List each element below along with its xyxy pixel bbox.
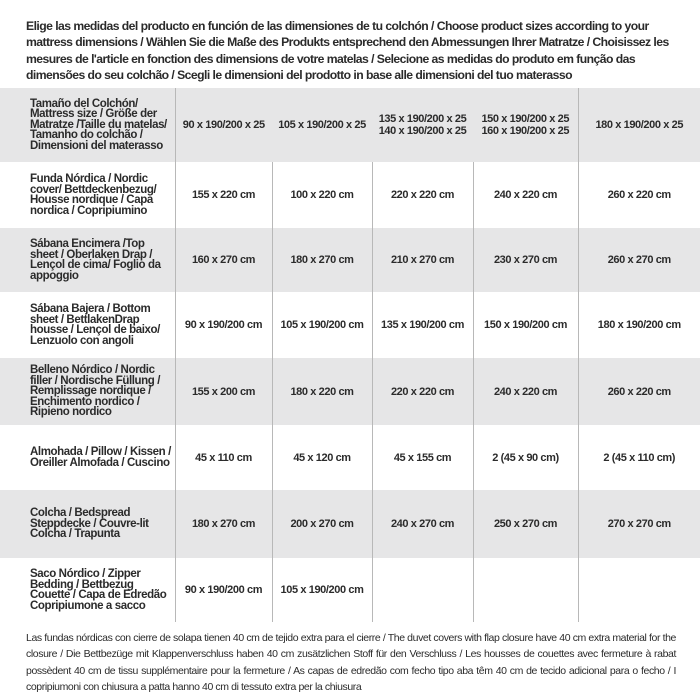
size-cell: 45 x 120 cm xyxy=(272,425,372,490)
row-label: Saco Nórdico / Zipper Bedding / Bettbezug Couette / Capa de Edredão Copripiumone a sacco xyxy=(30,568,167,612)
size-cell: 155 x 220 cm xyxy=(175,162,272,228)
size-cell: 100 x 220 cm xyxy=(272,162,372,228)
size-cell: 180 x 190/200 cm xyxy=(578,292,700,358)
size-cell xyxy=(578,558,700,622)
size-cell: 105 x 190/200 x 25 xyxy=(272,88,372,162)
size-cell: 220 x 220 cm xyxy=(372,162,473,228)
table-row xyxy=(0,490,700,558)
size-cell: 45 x 155 cm xyxy=(372,425,473,490)
size-cell: 45 x 110 cm xyxy=(175,425,272,490)
row-label: Tamaño del Colchón/ Mattress size / Größe der Matratze /Taille du matelas/ Tamanho do colchão / Dimensioni del materasso xyxy=(0,88,175,162)
size-cell xyxy=(473,558,578,622)
size-cell: 180 x 270 cm xyxy=(175,490,272,558)
row-label: Almohada / Pillow / Kissen / Oreiller Almofada / Cuscino xyxy=(30,446,171,469)
size-cell: 240 x 220 cm xyxy=(473,162,578,228)
size-cell: 220 x 220 cm xyxy=(372,358,473,425)
row-label: Sábana Bajera / Bottom sheet / BettlakenDrap housse / Lençol de baixo/ Lenzuolo con angoli xyxy=(30,303,160,347)
size-cell: 240 x 270 cm xyxy=(372,490,473,558)
size-cell: 135 x 190/200 x 25 140 x 190/200 x 25 xyxy=(372,88,473,162)
row-label: Funda Nórdica / Nordic cover/ Bettdeckenbezug/ Housse nordique / Capa nordica / Copripiumino xyxy=(30,173,157,217)
size-cell: 105 x 190/200 cm xyxy=(272,558,372,622)
size-cell: 135 x 190/200 cm xyxy=(372,292,473,358)
size-cell: 90 x 190/200 cm xyxy=(175,292,272,358)
table-row xyxy=(0,228,700,292)
size-cell: 200 x 270 cm xyxy=(272,490,372,558)
size-cell: 250 x 270 cm xyxy=(473,490,578,558)
size-cell: 240 x 220 cm xyxy=(473,358,578,425)
table-header-row xyxy=(0,88,700,162)
size-cell: 2 (45 x 110 cm) xyxy=(578,425,700,490)
size-cell: 180 x 190/200 x 25 xyxy=(578,88,700,162)
row-label: Colcha / Bedspread Steppdecke / Couvre-lit Colcha / Trapunta xyxy=(0,490,175,558)
size-cell: 260 x 220 cm xyxy=(578,358,700,425)
table-row xyxy=(0,358,700,425)
table-row xyxy=(0,425,700,490)
size-cell: 105 x 190/200 cm xyxy=(272,292,372,358)
size-cell: 270 x 270 cm xyxy=(578,490,700,558)
size-table xyxy=(0,88,700,622)
size-cell: 90 x 190/200 cm xyxy=(175,558,272,622)
size-cell: 180 x 220 cm xyxy=(272,358,372,425)
row-label: Sábana Encimera /Top sheet / Oberlaken Drap / Lençol de cima/ Foglio da appoggio xyxy=(0,228,175,292)
size-cell: 260 x 270 cm xyxy=(578,228,700,292)
size-cell: 150 x 190/200 cm xyxy=(473,292,578,358)
size-cell: 2 (45 x 90 cm) xyxy=(473,425,578,490)
size-cell: 90 x 190/200 x 25 xyxy=(175,88,272,162)
size-cell: 180 x 270 cm xyxy=(272,228,372,292)
size-cell: 260 x 220 cm xyxy=(578,162,700,228)
size-cell: 155 x 200 cm xyxy=(175,358,272,425)
size-cell: 160 x 270 cm xyxy=(175,228,272,292)
table-row xyxy=(0,558,700,622)
table-row xyxy=(0,162,700,228)
row-label: Belleno Nórdico / Nordic filler / Nordische Füllung / Remplissage nordique / Enchimento nordico / Ripieno nordico xyxy=(0,358,175,425)
footnote-text: Las fundas nórdicas con cierre de solapa tienen 40 cm de tejido extra para el cierre / The duvet covers with flap closure have 40 cm extra material for the closure / Die Bettbezüge mit Klappenverschluss haben 40 cm zusätzlichen Stoff für den Verschluss / Les housses de couettes avec fermeture à rabat possèdent 40 cm de tissu supplémentaire pour la fermeture / As capas de edredão com fecho tipo aba têm 40 cm de tecido adicional para o fecho / I copripiumoni con chiusura a patta hanno 40 cm di tessuto extra per la chiusura xyxy=(26,632,676,693)
size-cell: 150 x 190/200 x 25 160 x 190/200 x 25 xyxy=(473,88,578,162)
intro-text: Elige las medidas del producto en función de las dimensiones de tu colchón / Choose product sizes according to your mattress dimensions / Wählen Sie die Maße des Produkts entsprechend den Abmessungen Ihrer Matratze / Choisissez les mesures de l'article en fonction des dimensions de votre matelas / Selecione as medidas do produto em função das dimensões do seu colchão / Scegli le dimensioni del prodotto in base alle dimensioni del tuo materasso xyxy=(26,19,669,82)
table-row xyxy=(0,292,700,358)
size-cell: 210 x 270 cm xyxy=(372,228,473,292)
size-cell: 230 x 270 cm xyxy=(473,228,578,292)
size-cell xyxy=(372,558,473,622)
